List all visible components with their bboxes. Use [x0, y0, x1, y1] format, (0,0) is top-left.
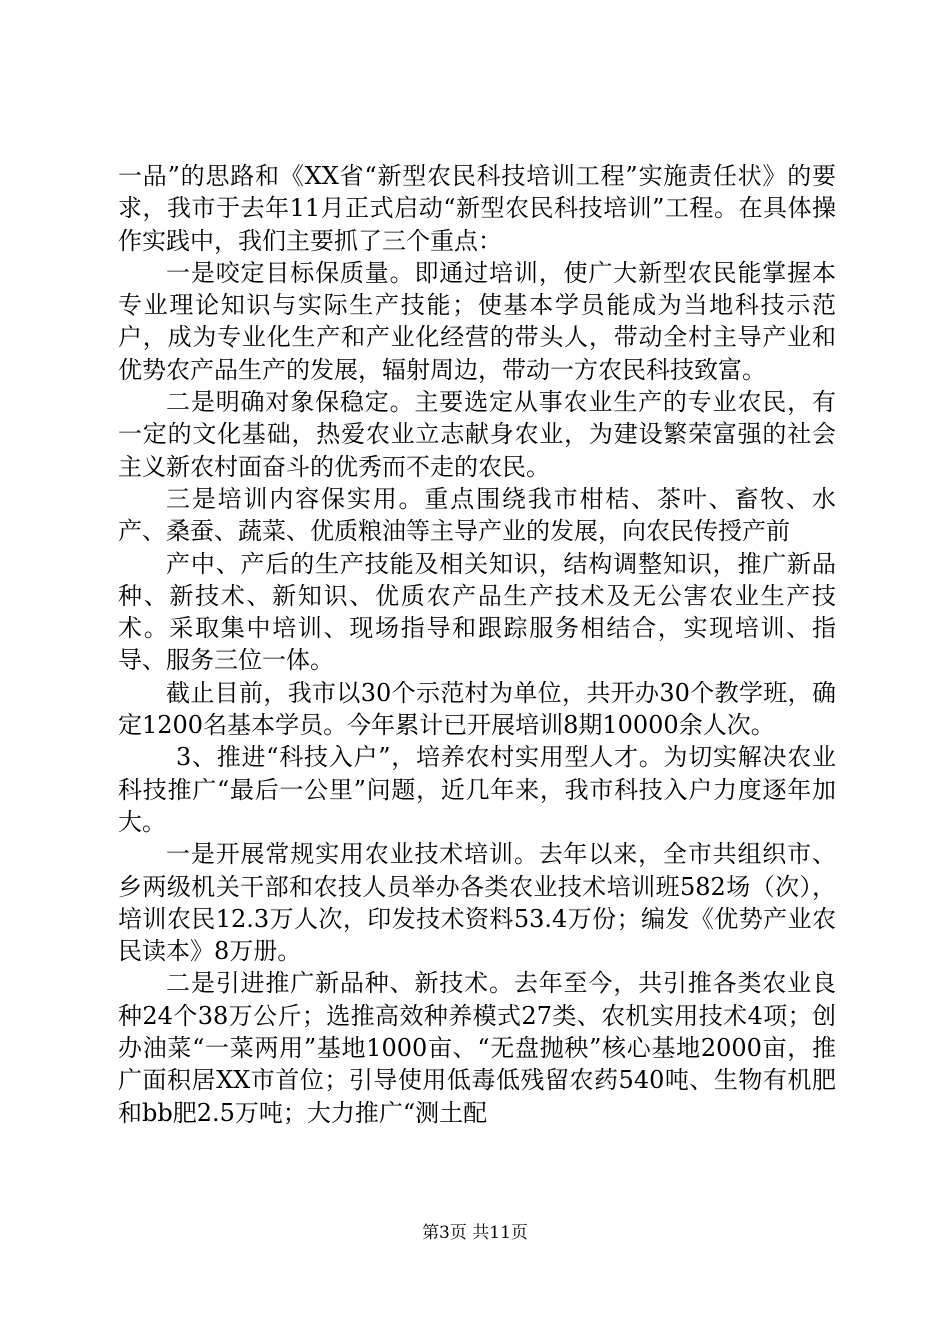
paragraph-new-varieties: 二是引进推广新品种、新技术。去年至今，共引推各类农业良种24个38万公斤；选推高效种养模式27类、农机实用技术4项；创办油菜“一菜两用”基地1000亩、“无盘抛秧”核心基地2000亩，推广面积居XX市首位；引导使用低毒低残留农药540吨、生物有机肥和bb肥2.5万吨；大力推广“测土配 [118, 969, 836, 1127]
paragraph-progress-to-date: 截止目前，我市以30个示范村为单位，共开办30个教学班，确定1200名基本学员。今年累计已开展培训8期10000余人次。 [118, 678, 836, 740]
paragraph-intro-continuation: 一品”的思路和《XX省“新型农民科技培训工程”实施责任状》的要求，我市于去年11月正式启动“新型农民科技培训”工程。在具体操作实践中，我们主要抓了三个重点： [118, 162, 836, 255]
paragraph-point-one-quality: 一是咬定目标保质量。即通过培训，使广大新型农民能掌握本专业理论知识与实际生产技能；使基本学员能成为当地科技示范户，成为专业化生产和产业化经营的带头人，带动全村主导产业和优势农产品生产的发展，辐射周边，带动一方农民科技致富。 [118, 258, 836, 384]
paragraph-production-skills: 产中、产后的生产技能及相关知识，结构调整知识，推广新品种、新技术、新知识、优质农产品生产技术及无公害农业生产技术。采取集中培训、现场指导和跟踪服务相结合，实现培训、指导、服务三位一体。 [118, 549, 836, 675]
document-body [118, 160, 836, 1129]
paragraph-point-three-content: 三是培训内容保实用。重点围绕我市柑桔、茶叶、畜牧、水产、桑蚕、蔬菜、优质粮油等主导产业的发展，向农民传授产前 [118, 484, 836, 546]
page-number-footer: 第3页 共11页 [422, 1223, 528, 1243]
paragraph-point-two-target: 二是明确对象保稳定。主要选定从事农业生产的专业农民，有一定的文化基础，热爱农业立志献身农业，为建设繁荣富强的社会主义新农村面奋斗的优秀而不走的农民。 [118, 388, 836, 481]
paragraph-section-three-heading: 3、推进“科技入户”，培养农村实用型人才。为切实解决农业科技推广“最后一公里”问题，近几年来，我市科技入户力度逐年加大。 [118, 743, 836, 836]
paragraph-routine-training: 一是开展常规实用农业技术培训。去年以来，全市共组织市、乡两级机关干部和农技人员举办各类农业技术培训班582场（次），培训农民12.3万人次，印发技术资料53.4万份；编发《优势产业农民读本》8万册。 [118, 840, 836, 966]
